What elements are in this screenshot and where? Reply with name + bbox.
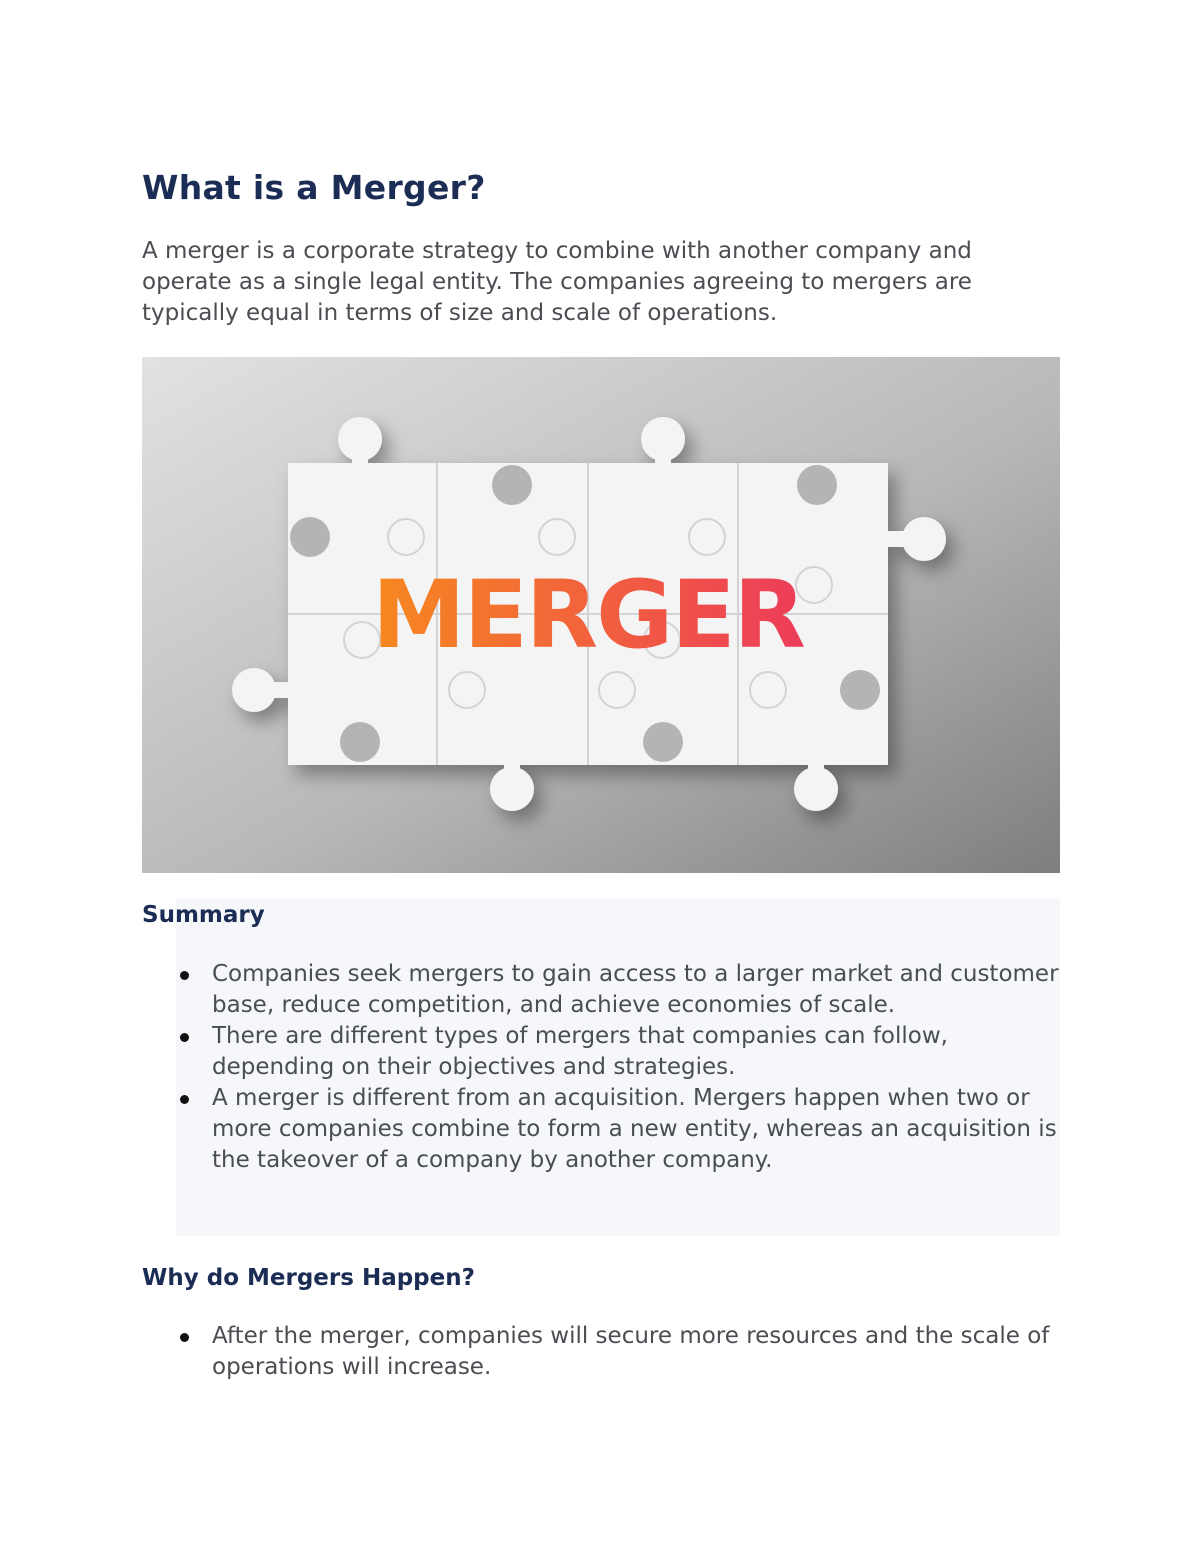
merger-word: MERGER [372, 561, 804, 670]
page-title: What is a Merger? [142, 168, 486, 207]
list-item-text: There are different types of mergers that companies can follow, depending on their objectives and strategies. [212, 1023, 948, 1080]
list-item [176, 1321, 1060, 1383]
list-item [176, 1083, 1060, 1176]
why-list [176, 1321, 1060, 1383]
summary-heading: Summary [142, 902, 265, 928]
list-item-text: After the merger, companies will secure more resources and the scale of operations will increase. [212, 1323, 1050, 1380]
list-item-text: Companies seek mergers to gain access to a larger market and customer base, reduce competition, and achieve economies of scale. [212, 961, 1059, 1018]
bullet-icon [180, 1095, 189, 1104]
intro-paragraph: A merger is a corporate strategy to combine with another company and operate as a single legal entity. The companies agreeing to mergers are typically equal in terms of size and scale of operations. [142, 238, 972, 326]
list-item [176, 959, 1060, 1021]
summary-list [176, 959, 1060, 1176]
why-heading: Why do Mergers Happen? [142, 1265, 475, 1291]
bullet-icon [180, 971, 189, 980]
bullet-icon [180, 1333, 189, 1342]
list-item [176, 1021, 1060, 1083]
bullet-icon [180, 1033, 189, 1042]
list-item-text: A merger is different from an acquisition. Mergers happen when two or more companies combine to form a new entity, whereas an acquisition is the takeover of a company by another company. [212, 1085, 1057, 1173]
merger-puzzle-image [142, 357, 1060, 873]
